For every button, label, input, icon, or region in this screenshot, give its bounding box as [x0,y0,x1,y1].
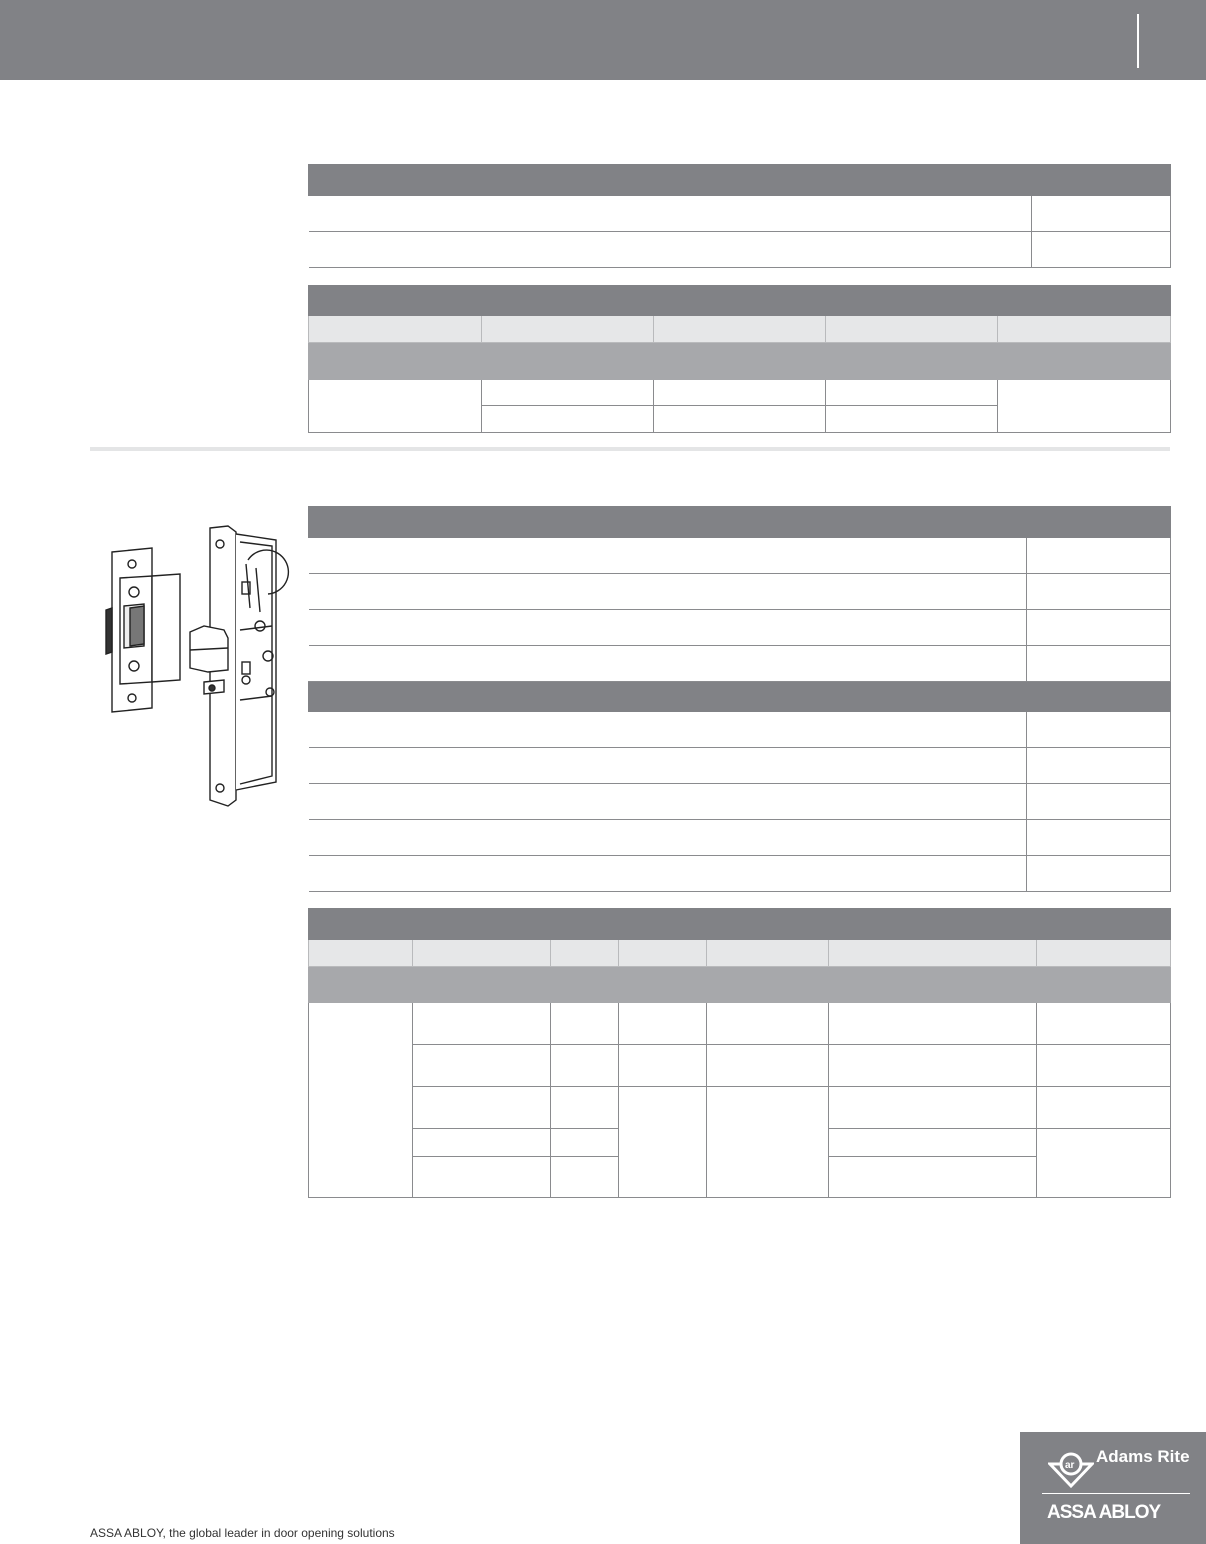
table-row [309,196,1171,232]
table-row [309,538,1171,574]
table-row [309,646,1171,682]
svg-text:ar: ar [1065,1460,1075,1471]
table-band-row [309,343,1171,380]
table-header-row [309,682,1171,712]
header-divider [1137,14,1139,68]
parent-brand-name: ASSA ABLOY [1047,1502,1161,1523]
spec-table-1 [308,164,1171,268]
table-column-header-row [309,940,1171,967]
table-row [309,748,1171,784]
table-row [309,574,1171,610]
table-band-row [309,967,1171,1003]
table-header-row [309,507,1171,538]
deadlatch-illustration [100,520,290,810]
table-row [309,1087,1171,1129]
brand-name: Adams Rite [1096,1447,1190,1466]
table-column-header-row [309,316,1171,343]
spec-table-4 [308,908,1171,1198]
table-row [309,784,1171,820]
table-header-row [309,286,1171,316]
table-row [309,856,1171,892]
section-divider [90,447,1170,451]
adams-rite-emblem-icon [1048,1450,1094,1490]
table-row [309,380,1171,406]
page-header-bar [0,0,1206,80]
footer-tagline: ASSA ABLOY, the global leader in door opening solutions [90,1526,395,1540]
table-header-row [309,165,1171,196]
spec-table-3 [308,506,1171,892]
brand-logo [1020,1432,1206,1544]
table-row [309,1003,1171,1045]
table-header-row [309,909,1171,940]
table-row [309,712,1171,748]
table-row [309,820,1171,856]
table-row [309,610,1171,646]
spec-table-2 [308,285,1171,433]
logo-divider [1042,1493,1190,1494]
table-row [309,1045,1171,1087]
table-row [309,232,1171,268]
